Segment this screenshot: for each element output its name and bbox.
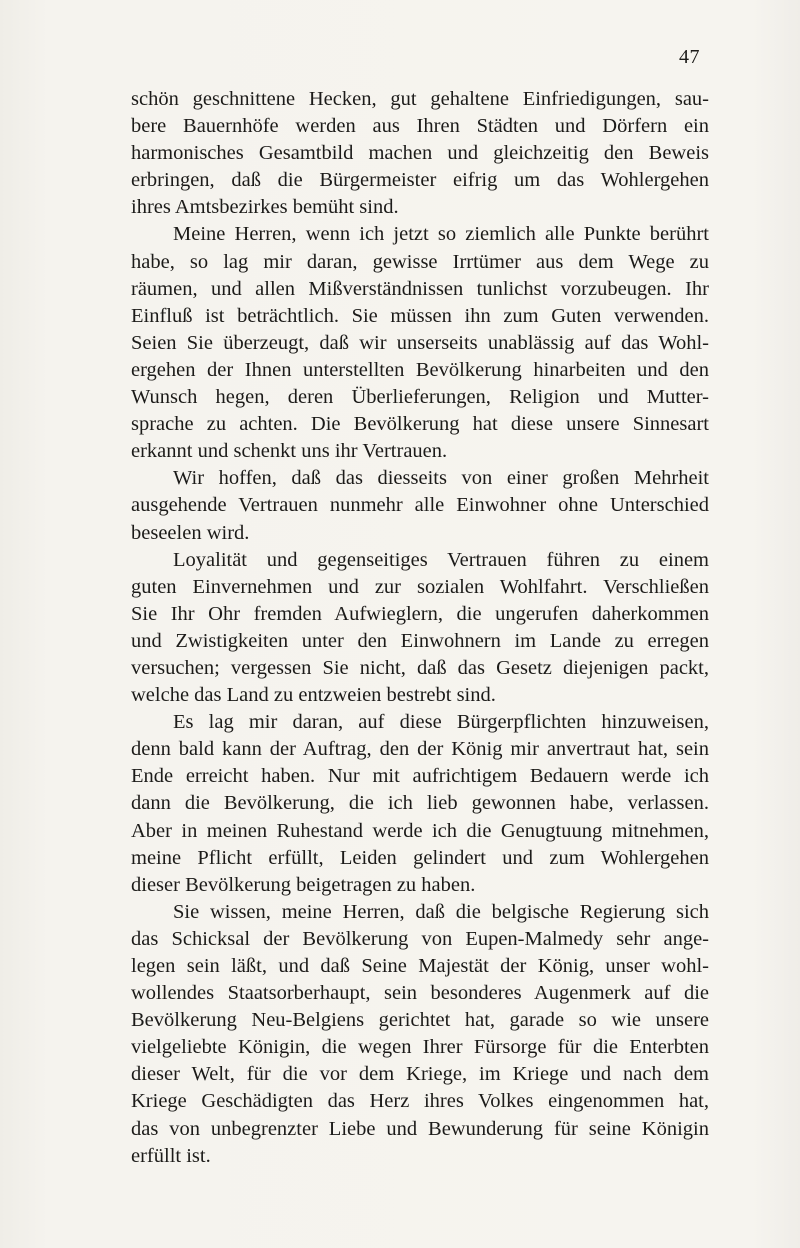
text-line: Sie Ihr Ohr fremden Aufwieglern, die ungerufen daherkommen — [131, 602, 709, 625]
text-line: Es lag mir daran, auf diese Bürgerpflichten hinzuweisen, — [173, 711, 709, 734]
text-line: beseelen wird. — [131, 521, 250, 544]
text-line: Loyalität und gegenseitiges Vertrauen führen zu einem — [173, 548, 709, 571]
body-text — [131, 86, 709, 1170]
text-line: bere Bauernhöfe werden aus Ihren Städten und Dörfern ein — [131, 115, 709, 138]
text-line: legen sein läßt, und daß Seine Majestät der König, unser wohl- — [131, 955, 709, 977]
text-line: das Schicksal der Bevölkerung von Eupen-Malmedy sehr ange- — [131, 927, 709, 950]
text-line: meine Pflicht erfüllt, Leiden gelindert und zum Wohlergehen — [131, 846, 709, 869]
text-line: Wir hoffen, daß das diesseits von einer großen Mehrheit — [173, 467, 709, 490]
text-line: Aber in meinen Ruhestand werde ich die Genugtuung mitnehmen, — [131, 819, 709, 842]
text-line: das von unbegrenzter Liebe und Bewunderung für seine Königin — [131, 1117, 709, 1140]
text-line: erkannt und schenkt uns ihr Vertrauen. — [131, 440, 448, 463]
paragraph — [131, 465, 709, 546]
text-line: dieser Welt, für die vor dem Kriege, im Kriege und nach dem — [131, 1063, 709, 1086]
page-number: 47 — [679, 46, 700, 68]
text-line: welche das Land zu entzweien bestrebt sind. — [131, 684, 496, 707]
text-line: habe, so lag mir daran, gewisse Irrtümer aus dem Wege zu — [131, 250, 709, 273]
text-line: Wunsch hegen, deren Überlieferungen, Religion und Mutter- — [131, 386, 709, 409]
text-line: sprache zu achten. Die Bevölkerung hat diese unsere Sinnesart — [131, 413, 709, 436]
text-line: erbringen, daß die Bürgermeister eifrig um das Wohlergehen — [131, 169, 709, 192]
text-line: Einfluß ist beträchtlich. Sie müssen ihn zum Guten verwenden. — [131, 304, 709, 327]
text-line: Meine Herren, wenn ich jetzt so ziemlich alle Punkte berührt — [173, 223, 709, 246]
text-line: ausgehende Vertrauen nunmehr alle Einwohner ohne Unterschied — [131, 494, 709, 517]
text-line: denn bald kann der Auftrag, den der König mir anvertraut hat, sein — [131, 738, 709, 761]
text-line: guten Einvernehmen und zur sozialen Wohlfahrt. Verschließen — [131, 575, 709, 598]
text-line: harmonisches Gesamtbild machen und gleichzeitig den Beweis — [131, 142, 709, 165]
text-line: dieser Bevölkerung beigetragen zu haben. — [131, 873, 476, 896]
text-line: Bevölkerung Neu-Belgiens gerichtet hat, garade so wie unsere — [131, 1009, 709, 1032]
text-line: versuchen; vergessen Sie nicht, daß das Gesetz diejenigen packt, — [131, 656, 709, 679]
paragraph — [131, 709, 709, 899]
text-line: räumen, und allen Mißverständnissen tunlichst vorzubeugen. Ihr — [131, 277, 709, 300]
text-line: schön geschnittene Hecken, gut gehaltene Einfriedigungen, sau- — [131, 88, 709, 110]
text-line: Sie wissen, meine Herren, daß die belgische Regierung sich — [173, 900, 709, 923]
text-line: und Zwistigkeiten unter den Einwohnern im Lande zu erregen — [131, 629, 709, 652]
text-line: Ende erreicht haben. Nur mit aufrichtigem Bedauern werde ich — [131, 765, 709, 788]
text-line: ergehen der Ihnen unterstellten Bevölkerung hinarbeiten und den — [131, 358, 709, 381]
text-line: ihres Amtsbezirkes bemüht sind. — [131, 196, 399, 219]
text-line: dann die Bevölkerung, die ich lieb gewonnen habe, verlassen. — [131, 792, 709, 815]
paragraph — [131, 899, 709, 1170]
text-line: Kriege Geschädigten das Herz ihres Volkes eingenommen hat, — [131, 1090, 709, 1113]
text-line: vielgeliebte Königin, die wegen Ihrer Fürsorge für die Enterbten — [131, 1036, 709, 1059]
text-line: wollendes Staatsorberhaupt, sein besonderes Augenmerk auf die — [131, 982, 709, 1005]
paragraph — [131, 86, 709, 221]
text-line: Seien Sie überzeugt, daß wir unserseits unablässig auf das Wohl- — [131, 331, 709, 354]
paragraph — [131, 547, 709, 710]
text-line: erfüllt ist. — [131, 1144, 211, 1167]
paragraph — [131, 221, 709, 465]
